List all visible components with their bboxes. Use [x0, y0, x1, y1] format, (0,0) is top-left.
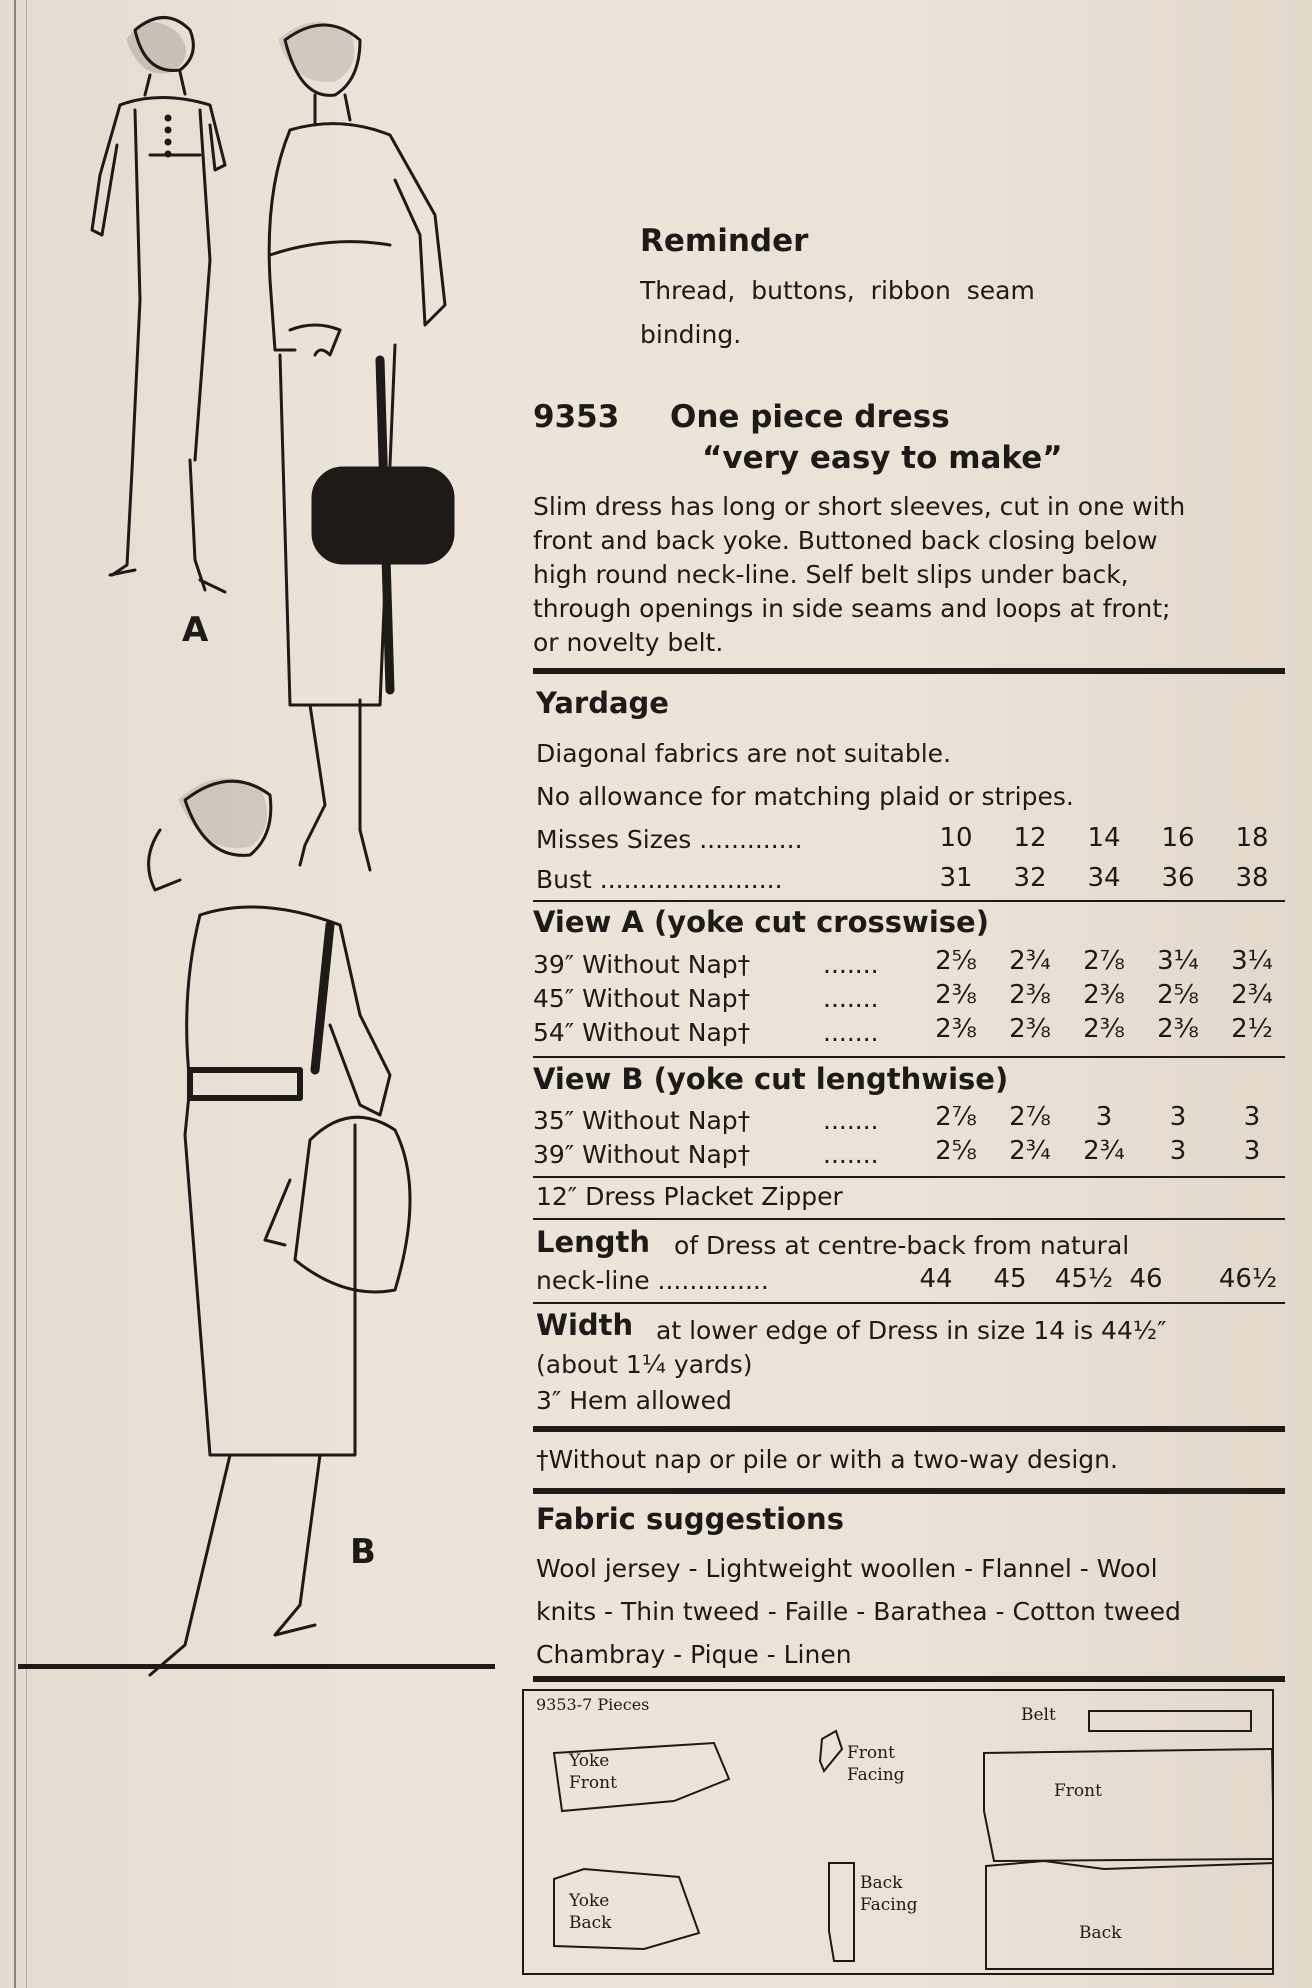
pattern-subtitle: “very easy to make”: [702, 440, 1063, 476]
length-cell: 45: [993, 1264, 1027, 1294]
dot-leader: .......: [823, 950, 879, 979]
bust-cell: 31: [939, 863, 973, 893]
pattern-pieces-diagram: [522, 1689, 1274, 1975]
back-view-figure: [92, 18, 225, 593]
back-facing-label: Facing: [860, 1895, 918, 1915]
yard-cell: 2⅝: [1157, 980, 1199, 1010]
front-facing-label: Facing: [847, 1765, 905, 1785]
length-cell: 44: [919, 1264, 953, 1294]
divider-thick: [533, 1676, 1285, 1682]
size-cell: 12: [1013, 823, 1047, 853]
view-a-row-label: 45″ Without Nap†: [533, 984, 751, 1013]
footnote: †Without nap or pile or with a two-way design.: [536, 1445, 1118, 1474]
divider: [533, 1176, 1285, 1178]
dot-leader: .......: [823, 1018, 879, 1047]
fashion-illustration: [40, 0, 510, 1680]
description-line: through openings in side seams and loops at front;: [533, 594, 1171, 623]
yard-cell: 3: [1095, 1102, 1113, 1132]
length-cell: 46½: [1218, 1264, 1278, 1294]
description-line: Slim dress has long or short sleeves, cut in one with: [533, 492, 1186, 521]
yard-cell: 3: [1243, 1136, 1261, 1166]
fold-line: [14, 0, 16, 1988]
bust-cell: 32: [1013, 863, 1047, 893]
view-a-title: View A (yoke cut crosswise): [533, 905, 989, 939]
front-piece: [984, 1749, 1272, 1861]
yard-cell: 2⅞: [1083, 946, 1125, 976]
pieces-outlines: [524, 1691, 1272, 1973]
pattern-title: One piece dress: [670, 399, 950, 435]
back-facing-label: Back: [860, 1873, 903, 1893]
fold-line-inner: [26, 0, 27, 1988]
size-cell: 16: [1161, 823, 1195, 853]
pieces-header: 9353-7 Pieces: [536, 1695, 650, 1714]
view-a-label: A: [182, 610, 209, 650]
yoke-front-label: Yoke: [569, 1751, 610, 1771]
bust-cell: 38: [1235, 863, 1269, 893]
length-title: Length: [536, 1225, 651, 1259]
view-b-row-label: 35″ Without Nap†: [533, 1106, 751, 1135]
length-cell: 45½: [1054, 1264, 1114, 1294]
divider-thick: [533, 668, 1285, 674]
divider: [533, 900, 1285, 902]
front-view-figure-a: [269, 24, 453, 870]
yard-cell: 2¾: [1009, 946, 1051, 976]
width-line2: (about 1¼ yards): [536, 1350, 753, 1379]
yard-cell: 2⅜: [935, 1014, 977, 1044]
size-cell: 10: [939, 823, 973, 853]
belt-label: Belt: [1021, 1705, 1056, 1725]
fabric-line2: knits - Thin tweed - Faille - Barathea - Cotton tweed: [536, 1597, 1181, 1626]
yard-cell: 3: [1243, 1102, 1261, 1132]
yard-cell: 2⅜: [1083, 1014, 1125, 1044]
description-line: front and back yoke. Buttoned back closing below: [533, 526, 1158, 555]
back-piece: [986, 1861, 1272, 1969]
yardage-note1: Diagonal fabrics are not suitable.: [536, 739, 952, 768]
length-cell: 46: [1129, 1264, 1163, 1294]
front-facing-label: Front: [847, 1743, 895, 1763]
yoke-front-label: Front: [569, 1773, 617, 1793]
yard-cell: 3: [1169, 1136, 1187, 1166]
width-line3: 3″ Hem allowed: [536, 1386, 732, 1415]
yard-cell: 2¾: [1009, 1136, 1051, 1166]
size-cell: 18: [1235, 823, 1269, 853]
pattern-number: 9353: [533, 399, 620, 435]
belt-piece: [1089, 1711, 1251, 1731]
neckline-label: neck-line ..............: [536, 1266, 769, 1295]
divider: [533, 1218, 1285, 1220]
yard-cell: 2⅝: [935, 1136, 977, 1166]
divider-thick: [533, 1426, 1285, 1432]
yard-cell: 2⅜: [1083, 980, 1125, 1010]
divider: [533, 1056, 1285, 1058]
yoke-back-label: Yoke: [569, 1891, 610, 1911]
yard-cell: 2⅞: [935, 1102, 977, 1132]
front-label: Front: [1054, 1781, 1102, 1801]
yard-cell: 2¾: [1231, 980, 1273, 1010]
reminder-title: Reminder: [640, 223, 809, 259]
divider-left: [18, 1664, 495, 1669]
yard-cell: 3: [1169, 1102, 1187, 1132]
width-text: at lower edge of Dress in size 14 is 44½″: [656, 1316, 1167, 1345]
dot-leader: .......: [823, 984, 879, 1013]
back-label: Back: [1079, 1923, 1122, 1943]
yard-cell: 2⅞: [1009, 1102, 1051, 1132]
fabric-title: Fabric suggestions: [536, 1502, 844, 1536]
yard-cell: 2⅜: [1157, 1014, 1199, 1044]
view-a-row-label: 39″ Without Nap†: [533, 950, 751, 979]
front-facing-piece: [820, 1731, 842, 1771]
fabric-line1: Wool jersey - Lightweight woollen - Flannel - Wool: [536, 1554, 1158, 1583]
yard-cell: 3¼: [1231, 946, 1273, 976]
view-b-label: B: [350, 1532, 376, 1572]
length-text: of Dress at centre-back from natural: [674, 1231, 1130, 1260]
view-a-row-label: 54″ Without Nap†: [533, 1018, 751, 1047]
yard-cell: 3¼: [1157, 946, 1199, 976]
yardage-title: Yardage: [536, 686, 669, 720]
sizes-label: Misses Sizes .............: [536, 825, 803, 854]
yard-cell: 2⅜: [1009, 1014, 1051, 1044]
reminder-line2: binding.: [640, 320, 742, 349]
yard-cell: 2⅝: [935, 946, 977, 976]
bust-label: Bust .......................: [536, 865, 783, 894]
description-line: high round neck-line. Self belt slips under back,: [533, 560, 1129, 589]
yard-cell: 2¾: [1083, 1136, 1125, 1166]
yoke-back-label: Back: [569, 1913, 612, 1933]
description-line: or novelty belt.: [533, 628, 724, 657]
yard-cell: 2½: [1231, 1014, 1273, 1044]
divider: [533, 1302, 1285, 1304]
yard-cell: 2⅜: [1009, 980, 1051, 1010]
yard-cell: 2⅜: [935, 980, 977, 1010]
size-cell: 14: [1087, 823, 1121, 853]
bust-cell: 36: [1161, 863, 1195, 893]
dot-leader: .......: [823, 1106, 879, 1135]
zipper-line: 12″ Dress Placket Zipper: [536, 1182, 843, 1211]
yardage-note2: No allowance for matching plaid or stripes.: [536, 782, 1074, 811]
view-b-row-label: 39″ Without Nap†: [533, 1140, 751, 1169]
view-b-title: View B (yoke cut lengthwise): [533, 1062, 1009, 1096]
fabric-line3: Chambray - Pique - Linen: [536, 1640, 852, 1669]
divider-thick: [533, 1488, 1285, 1494]
reminder-line1: Thread, buttons, ribbon seam: [640, 276, 1035, 305]
dot-leader: .......: [823, 1140, 879, 1169]
width-title: Width: [536, 1308, 634, 1342]
back-facing-piece: [829, 1863, 854, 1961]
bust-cell: 34: [1087, 863, 1121, 893]
